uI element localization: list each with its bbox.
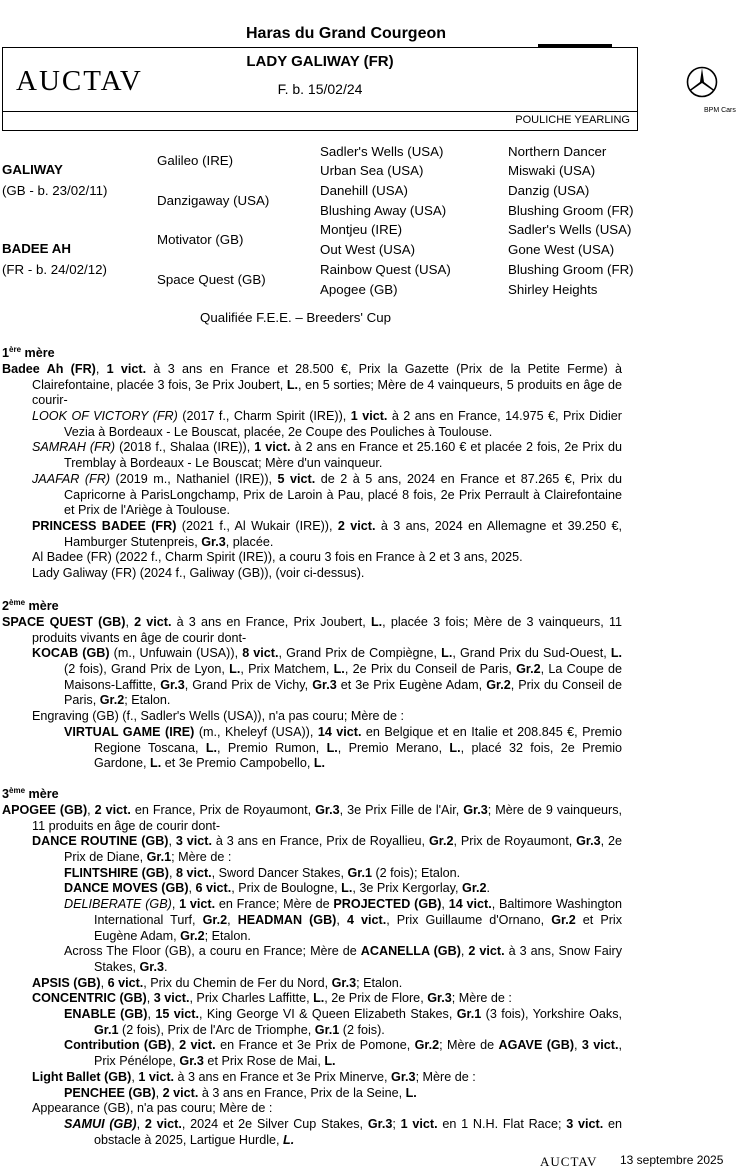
pedigree-gen2: Galileo (IRE) (157, 153, 234, 168)
qualification: Qualifiée F.E.E. – Breeders' Cup (200, 310, 392, 325)
pedigree-gen4: Danzig (USA) (508, 183, 590, 198)
sponsor-name: BPM Cars (704, 107, 736, 114)
dam-record: Badee Ah (FR), 1 vict. à 3 ans en France et 28.500 €, Prix la Gazette (Prix de la Petite Ferme) à Clairefontaine, placée 3 fois, 3e Prix Joubert, L., en 5 sorties; Mère de 4 vainqueurs, 5 produits en âge de courir- (2, 361, 622, 408)
produce-record: Light Ballet (GB), 1 vict. à 3 ans en France et 3e Prix Minerve, Gr.3; Mère de : (32, 1069, 476, 1084)
pedigree-gen4: Miswaki (USA) (508, 163, 596, 178)
pedigree-gen4: Blushing Groom (FR) (508, 262, 634, 277)
pedigree-gen2: Danzigaway (USA) (157, 193, 270, 208)
section-heading: 2ème mère (2, 598, 59, 614)
produce-record: PRINCESS BADEE (FR) (2021 f., Al Wukair (IRE)), 2 vict. à 3 ans, 2024 en Allemagne et 39.250 €, Hamburger Stutenpreis, Gr.3, placée. (32, 518, 622, 549)
produce-record: PENCHEE (GB), 2 vict. à 3 ans en France, Prix de la Seine, L. (64, 1085, 417, 1100)
section-third-dam (2, 783, 622, 1148)
pedigree-gen3: Montjeu (IRE) (320, 222, 403, 237)
section-first-dam (2, 342, 622, 582)
mercedes-star-icon (686, 66, 718, 98)
produce-record: Engraving (GB) (f., Sadler's Wells (USA)), n'a pas couru; Mère de : (32, 709, 405, 724)
pedigree-gen3: Danehill (USA) (320, 183, 408, 198)
auctav-logo: AUCTAV (16, 65, 143, 97)
dam-record: APOGEE (GB), 2 vict. en France, Prix de Royaumont, Gr.3, 3e Prix Fille de l'Air, Gr.3; Mère de 9 vainqueurs, 11 produits en âge de courir dont- (2, 802, 623, 833)
produce-record: Across The Floor (GB), a couru en France; Mère de ACANELLA (GB), 2 vict. à 3 ans, Snow Fairy Stakes, Gr.3. (64, 944, 622, 974)
horse-name: LADY GALIWAY (FR) (246, 53, 394, 70)
produce-record: LOOK OF VICTORY (FR) (2017 f., Charm Spirit (IRE)), 1 vict. à 2 ans en France, 14.975 €, Prix Didier Vezia à Bordeaux - Le Bouscat, placée, 2e Coupe des Pouliches à Toulouse. (32, 409, 623, 439)
pedigree-gen2: Motivator (GB) (157, 232, 244, 247)
footer-date: 13 septembre 2025 (620, 1153, 724, 1167)
pedigree-gen3: Urban Sea (USA) (320, 163, 424, 178)
pedigree-gen4: Sadler's Wells (USA) (508, 222, 632, 237)
produce-record: VIRTUAL GAME (IRE) (m., Kheleyf (USA)), 14 vict. en Belgique et en Italie et 208.845 €, Premio Regione Toscana, L., Premio Rumon, L., Premio Merano, L., placé 32 fois, 2e Premio Gardone, L. et 3e Premio Campobello, L. (64, 724, 623, 771)
produce-record: DANCE ROUTINE (GB), 3 vict. à 3 ans en France, Prix de Royallieu, Gr.2, Prix de Royaumont, Gr.3, 2e Prix de Diane, Gr.1; Mère de : (32, 834, 623, 864)
pedigree-gen3: Blushing Away (USA) (320, 203, 447, 218)
pedigree-gen4: Shirley Heights (508, 282, 598, 297)
dam-record: SPACE QUEST (GB), 2 vict. à 3 ans en France, Prix Joubert, L., placée 3 fois; Mère de 3 vainqueurs, 11 produits vivants en âge de courir dont- (2, 614, 623, 645)
section-heading: 3ème mère (2, 786, 59, 802)
footer-brand: AUCTAV (540, 1154, 598, 1169)
produce-record: Appearance (GB), n'a pas couru; Mère de : (32, 1101, 273, 1116)
pedigree-gen3: Out West (USA) (320, 242, 416, 257)
pedigree-gen4: Northern Dancer (508, 144, 607, 159)
produce-record: APSIS (GB), 6 vict., Prix du Chemin de Fer du Nord, Gr.3; Etalon. (32, 975, 403, 990)
produce-record: JAAFAR (FR) (2019 m., Nathaniel (IRE)), 5 vict. de 2 à 5 ans, 2024 en France et 87.265 €, Prix du Capricorne à ParisLongchamp, Prix de Laroin à Pau, placé 8 fois, 2e Prix Perrault à Clairefontaine et Prix de l'Ariège à Toulouse. (32, 471, 622, 518)
produce-record: Al Badee (FR) (2022 f., Charm Spirit (IRE)), a couru 3 fois en France à 2 et 3 ans, 2025. (32, 550, 523, 565)
pedigree-gen4: Blushing Groom (FR) (508, 203, 634, 218)
sire-info: (GB - b. 23/02/11) (2, 183, 108, 198)
produce-record: FLINTSHIRE (GB), 8 vict., Sword Dancer Stakes, Gr.1 (2 fois); Etalon. (64, 865, 461, 880)
section-second-dam (2, 595, 622, 772)
produce-record: Contribution (GB), 2 vict. en France et 3e Prix de Pomone, Gr.2; Mère de AGAVE (GB), 3 vict., Prix Pénélope, Gr.3 et Prix Rose de Mai, L. (64, 1038, 622, 1069)
produce-record: SAMUI (GB), 2 vict., 2024 et 2e Silver Cup Stakes, Gr.3; 1 vict. en 1 N.H. Flat Race; 3 vict. en obstacle à 2025, Lartigue Hurdle, L. (64, 1116, 622, 1147)
produce-record: KOCAB (GB) (m., Unfuwain (USA)), 8 vict., Grand Prix de Compiègne, L., Grand Prix du Sud-Ouest, L. (2 fois), Grand Prix de Lyon, L., Prix Matchem, L., 2e Prix du Conseil de Paris, Gr.2, La Coupe de Maisons-Laffitte, Gr.3, Grand Prix de Vichy, Gr.3 et 3e Prix Eugène Adam, Gr.2, Prix du Conseil de Paris, Gr.2; Etalon. (32, 646, 623, 708)
pedigree-gen3: Sadler's Wells (USA) (320, 144, 444, 159)
produce-record: CONCENTRIC (GB), 3 vict., Prix Charles Laffitte, L., 2e Prix de Flore, Gr.3; Mère de : (32, 991, 512, 1006)
produce-record: SAMRAH (FR) (2018 f., Shalaa (IRE)), 1 vict. à 2 ans en France et 25.160 € et placée 2 fois, 2e Prix du Tremblay à Bordeaux - Le Bouscat; Mère d'un vainqueur. (32, 440, 622, 471)
breeder-title: Haras du Grand Courgeon (245, 25, 447, 42)
produce-record: Lady Galiway (FR) (2024 f., Galiway (GB)), (voir ci-dessus). (32, 566, 365, 581)
pedigree-gen4: Gone West (USA) (508, 242, 615, 257)
sire-name: GALIWAY (2, 162, 63, 177)
sale-category: POULICHE YEARLING (515, 114, 630, 126)
pedigree-gen3: Rainbow Quest (USA) (320, 262, 451, 277)
section-heading: 1ère mère (2, 345, 55, 361)
horse-info: F. b. 15/02/24 (277, 81, 363, 97)
pedigree-gen3: Apogee (GB) (320, 282, 398, 297)
dam-info: (FR - b. 24/02/12) (2, 262, 107, 277)
produce-record: DELIBERATE (GB), 1 vict. en France; Mère de PROJECTED (GB), 14 vict., Baltimore Washington International Turf, Gr.2, HEADMAN (GB), 4 vict., Prix Guillaume d'Ornano, Gr.2 et Prix Eugène Adam, Gr.2; Etalon. (64, 897, 623, 943)
produce-record: ENABLE (GB), 15 vict., King George VI & Queen Elizabeth Stakes, Gr.1 (3 fois), Yorkshire Oaks, Gr.1 (2 fois), Prix de l'Arc de Triomphe, Gr.1 (2 fois). (64, 1007, 622, 1037)
pedigree-gen2: Space Quest (GB) (157, 272, 266, 287)
produce-record: DANCE MOVES (GB), 6 vict., Prix de Boulogne, L., 3e Prix Kergorlay, Gr.2. (64, 881, 491, 896)
dam-name: BADEE AH (2, 241, 71, 256)
